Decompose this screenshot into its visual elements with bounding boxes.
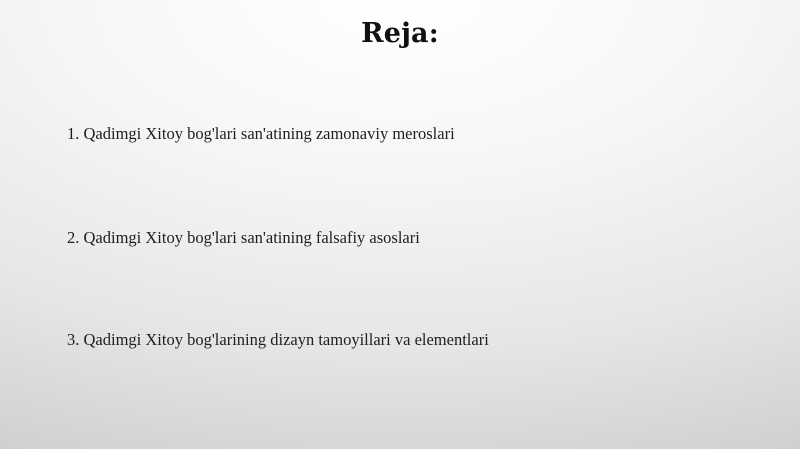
plan-item-2: 2. Qadimgi Xitoy bog'lari san'atining falsafiy asoslari — [67, 228, 420, 247]
slide-title: Reja: — [361, 18, 439, 49]
plan-item-1: 1. Qadimgi Xitoy bog'lari san'atining zamonaviy meroslari — [67, 124, 455, 143]
plan-item-3: 3. Qadimgi Xitoy bog'larining dizayn tamoyillari va elementlari — [67, 330, 489, 349]
